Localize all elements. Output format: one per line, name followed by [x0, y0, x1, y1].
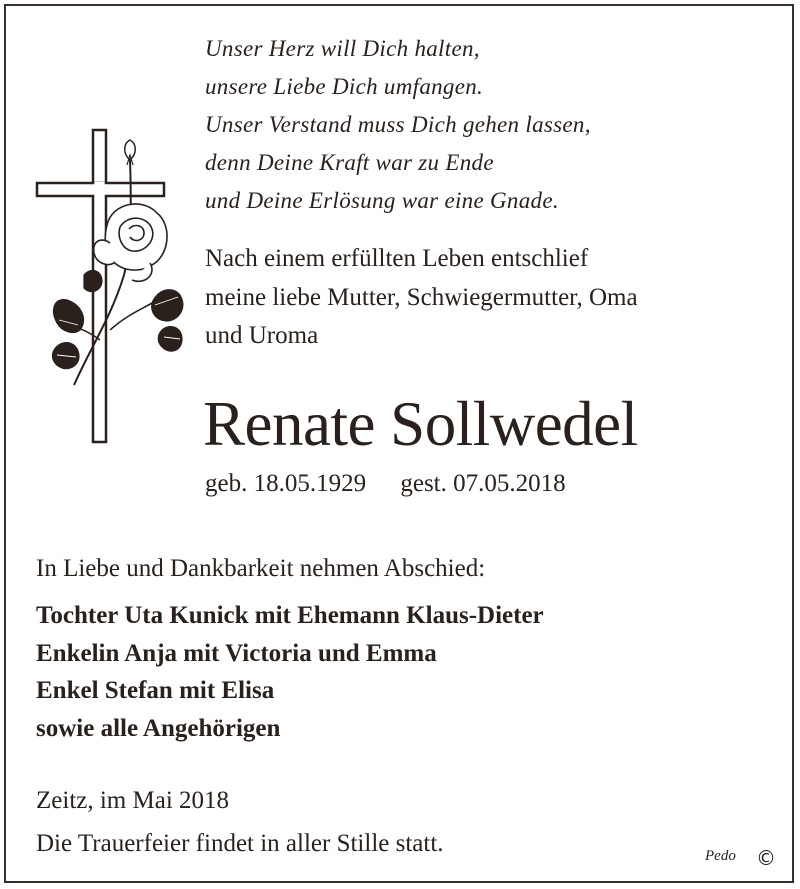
- intro-line: und Uroma: [205, 322, 319, 349]
- cross-with-rose-icon: [32, 125, 192, 460]
- poem-line: unsere Liebe Dich umfangen.: [205, 74, 484, 99]
- intro-line: Nach einem erfüllten Leben entschlief: [205, 245, 589, 272]
- service-note: Die Trauerfeier findet in aller Stille statt.: [36, 830, 444, 857]
- poem-line: Unser Verstand muss Dich gehen lassen,: [205, 112, 591, 137]
- farewell-heading: In Liebe und Dankbarkeit nehmen Abschied:: [36, 555, 486, 582]
- mourner-line: Enkelin Anja mit Victoria und Emma: [36, 639, 437, 667]
- mourner-line: Enkel Stefan mit Elisa: [36, 677, 275, 704]
- life-dates: [205, 467, 566, 501]
- copyright-icon: ©: [756, 846, 776, 870]
- mourner-line: sowie alle Angehörigen: [36, 714, 281, 742]
- artist-signature: Pedo: [705, 848, 736, 864]
- poem-line: denn Deine Kraft war zu Ende: [205, 150, 494, 175]
- deceased-name: Renate Sollwedel: [203, 389, 638, 459]
- poem-line: und Deine Erlösung war eine Gnade.: [205, 188, 559, 213]
- place-date: Zeitz, im Mai 2018: [36, 787, 230, 814]
- poem: [205, 30, 591, 220]
- poem-line: Unser Herz will Dich halten,: [205, 36, 480, 61]
- mourners-list: [36, 597, 544, 747]
- death-date: gest. 07.05.2018: [400, 470, 566, 497]
- intro-text: [205, 240, 638, 356]
- intro-line: meine liebe Mutter, Schwiegermutter, Oma: [205, 283, 638, 311]
- mourner-line: Tochter Uta Kunick mit Ehemann Klaus-Dieter: [36, 602, 544, 629]
- birth-date: geb. 18.05.1929: [205, 470, 367, 497]
